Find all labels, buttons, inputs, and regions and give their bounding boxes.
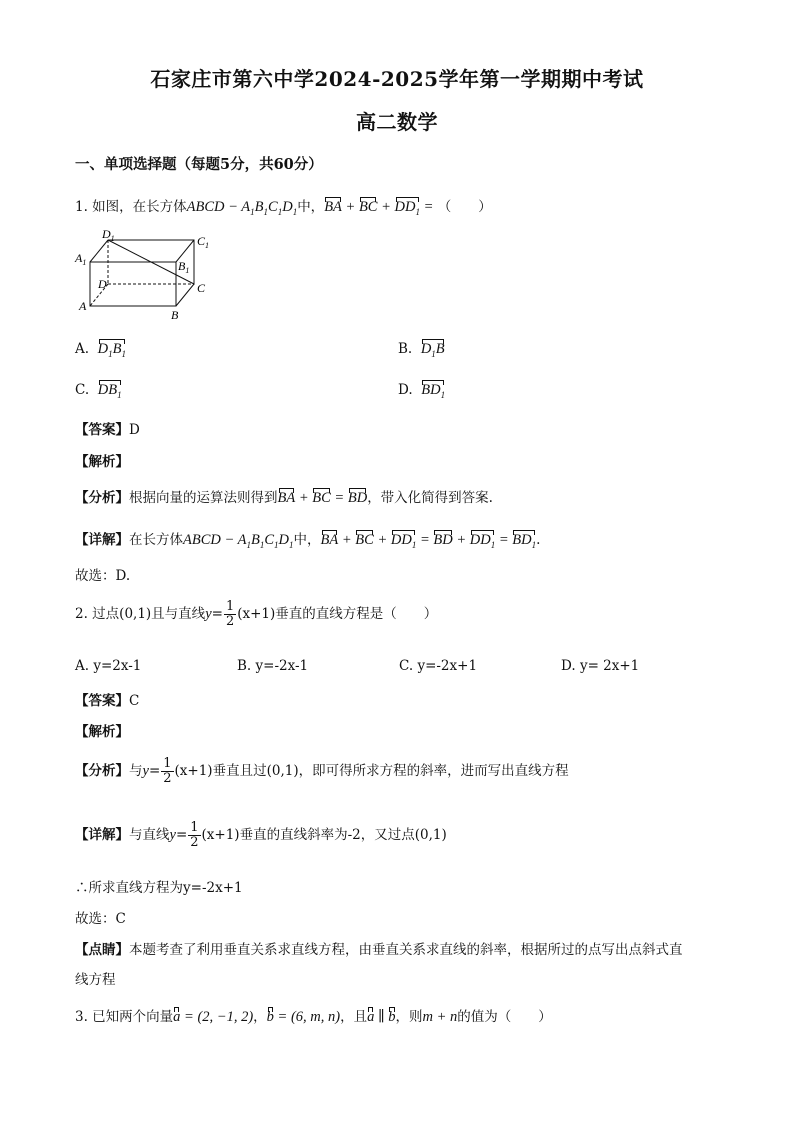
q2-option-c[interactable]: C. y=-2x+1	[399, 658, 478, 674]
q1-cuboid-figure	[74, 226, 214, 326]
q2-therefore: ∴所求直线方程为y=-2x+1	[75, 880, 243, 896]
q1-option-b[interactable]: B. $D_1B$	[398, 341, 445, 359]
q1-option-c[interactable]: C. $DB_1$	[75, 382, 122, 400]
q1-stem-prefix: 1. 如图，在长方体	[75, 199, 187, 215]
q2-answer: 【答案】C	[75, 693, 140, 709]
q1-conclusion: 故选：D.	[75, 568, 131, 584]
q2-option-b[interactable]: B. y=-2x-1	[237, 658, 309, 674]
q1-fenxi: 【分析】根据向量的运算法则得到BA + BC = BD，带入化简得到答案.	[75, 490, 493, 506]
label-c: C	[197, 281, 206, 295]
q2-xiangjie: 【详解】与直线y= $\frac{1}{2}$ (x+1)垂直的直线斜率为-2，又过点(0,1)	[75, 820, 447, 850]
q2-conclusion: 故选：C	[75, 911, 126, 927]
label-d1: $D_1$	[102, 227, 115, 243]
q1-stem-mid: 中，	[297, 199, 325, 215]
q1-option-a[interactable]: A. $D_1B_1$	[75, 341, 126, 359]
label-a: A	[79, 299, 87, 313]
q1-blank: （ ）	[437, 199, 492, 215]
q2-fenxi: 【分析】与y= $\frac{1}{2}$ (x+1)垂直且过(0,1)，即可得所求方程的斜率，进而写出直线方程	[75, 756, 569, 786]
q1-analysis-tag: 【解析】	[75, 454, 129, 470]
q1-xiangjie: 【详解】在长方体ABCD − $A_1B_1C_1D_1$中，BA + BC + $DD_1$ = BD + $DD_1 = BD_1$.	[75, 532, 541, 550]
page-title: 石家庄市第六中学2024-2025学年第一学期期中考试	[150, 67, 644, 91]
q2-dianjing-line2: 线方程	[75, 972, 116, 988]
label-d: D	[98, 277, 107, 291]
section-heading: 一、单项选择题（每题5分，共60分）	[75, 156, 323, 173]
q2-dianjing: 【点睛】本题考查了利用垂直关系求直线方程，由垂直关系求直线的斜率，根据所过的点写出点斜式直	[75, 942, 683, 958]
label-c1: $C_1$	[197, 234, 210, 250]
page-subtitle: 高二数学	[356, 110, 438, 134]
q2-analysis-tag: 【解析】	[75, 724, 129, 740]
q3-stem: 3. 已知两个向量a = (2, −1, 2)，b = (6, m, n)，且a ∥ b，则m + n的值为（ ）	[75, 1009, 552, 1025]
label-a1: $A_1$	[75, 251, 87, 267]
q1-expression: BA + BC + $DD_1$ =	[324, 199, 434, 217]
label-b: B	[171, 308, 179, 322]
q1-answer: 【答案】D	[75, 422, 140, 438]
q2-option-a[interactable]: A. y=2x-1	[75, 658, 142, 674]
q2-option-d[interactable]: D. y= 2x+1	[561, 658, 640, 674]
q1-solid: ABCD − $A_1B_1C_1D_1$	[186, 199, 298, 217]
q1-stem	[75, 195, 492, 217]
q2-stem: 2. 过点(0,1)且与直线y= $\frac{1}{2}$ (x+1)垂直的直线方程是（ ）	[75, 599, 438, 629]
label-b1: $B_1$	[178, 259, 190, 275]
q1-option-d[interactable]: D. $BD_1$	[398, 382, 446, 400]
